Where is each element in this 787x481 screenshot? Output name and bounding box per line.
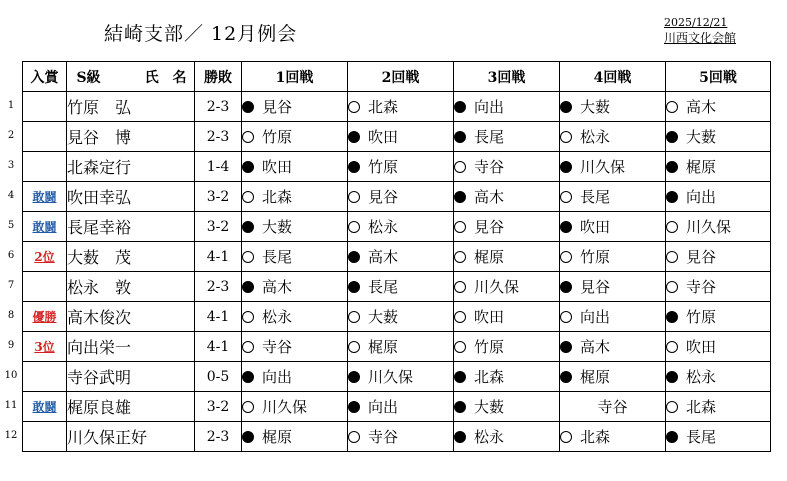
- game-result: [454, 182, 560, 212]
- open-circle-icon: [242, 341, 254, 353]
- player-name: 竹原 弘: [67, 92, 195, 122]
- round-header: 1回戦: [242, 62, 348, 92]
- filled-circle-icon: [666, 191, 678, 203]
- filled-circle-icon: [348, 371, 360, 383]
- opponent-name: 竹原: [368, 158, 399, 176]
- player-name: 松永 敦: [67, 272, 195, 302]
- filled-circle-icon: [560, 161, 572, 173]
- opponent-name: 北森: [474, 368, 505, 386]
- award-badge: 2位: [34, 250, 55, 264]
- game-result: [560, 212, 666, 242]
- page-title: 結崎支部／ 12月例会: [104, 23, 298, 45]
- win-loss-record: 2-3: [195, 92, 242, 122]
- filled-circle-icon: [560, 101, 572, 113]
- open-circle-icon: [348, 341, 360, 353]
- opponent-name: 吹田: [262, 158, 293, 176]
- game-result: [348, 122, 454, 152]
- game-result: [666, 332, 771, 362]
- game-result: [560, 422, 666, 452]
- open-circle-icon: [242, 401, 254, 413]
- game-result: [348, 332, 454, 362]
- opponent-name: 見谷: [474, 218, 505, 236]
- opponent-name: 北森: [580, 428, 611, 446]
- game-result: [454, 212, 560, 242]
- opponent-name: 梶原: [262, 428, 293, 446]
- opponent-name: 北森: [368, 98, 399, 116]
- filled-circle-icon: [348, 131, 360, 143]
- opponent-name: 高木: [262, 278, 293, 296]
- game-result: [348, 272, 454, 302]
- win-loss-record: 4-1: [195, 302, 242, 332]
- game-result: [666, 422, 771, 452]
- filled-circle-icon: [454, 191, 466, 203]
- game-result: [666, 182, 771, 212]
- award-cell: [23, 362, 67, 392]
- game-result: [454, 272, 560, 302]
- game-result: [348, 152, 454, 182]
- table-row: [23, 332, 771, 362]
- player-name: 見谷 博: [67, 122, 195, 152]
- player-name: 北森定行: [67, 152, 195, 182]
- game-result: [454, 92, 560, 122]
- open-circle-icon: [454, 311, 466, 323]
- open-circle-icon: [242, 191, 254, 203]
- game-result: [560, 362, 666, 392]
- open-circle-icon: [454, 281, 466, 293]
- open-circle-icon: [348, 101, 360, 113]
- opponent-name: 川久保: [686, 218, 732, 236]
- open-circle-icon: [242, 251, 254, 263]
- opponent-name: 大薮: [686, 128, 717, 146]
- game-result: [666, 362, 771, 392]
- filled-circle-icon: [348, 251, 360, 263]
- open-circle-icon: [348, 221, 360, 233]
- opponent-name: 松永: [262, 308, 293, 326]
- round-header: 2回戦: [348, 62, 454, 92]
- table-row: [23, 212, 771, 242]
- game-result: [242, 152, 348, 182]
- award-badge: 敢闘: [32, 400, 57, 414]
- game-result: [348, 242, 454, 272]
- filled-circle-icon: [348, 401, 360, 413]
- open-circle-icon: [666, 281, 678, 293]
- table-row: [23, 362, 771, 392]
- award-cell: [23, 272, 67, 302]
- game-result: [348, 182, 454, 212]
- filled-circle-icon: [454, 131, 466, 143]
- game-result: [454, 422, 560, 452]
- opponent-name: 高木: [474, 188, 505, 206]
- filled-circle-icon: [560, 221, 572, 233]
- table-row: [23, 392, 771, 422]
- opponent-name: 向出: [474, 98, 505, 116]
- win-loss-record: 3-2: [195, 212, 242, 242]
- game-result: [348, 362, 454, 392]
- header-row: [23, 62, 771, 92]
- open-circle-icon: [560, 431, 572, 443]
- opponent-name: 吹田: [474, 308, 505, 326]
- award-cell: [23, 122, 67, 152]
- game-result: [242, 242, 348, 272]
- game-result: [242, 272, 348, 302]
- open-circle-icon: [242, 311, 254, 323]
- open-circle-icon: [454, 341, 466, 353]
- row-number: 3: [7, 160, 15, 171]
- filled-circle-icon: [348, 161, 360, 173]
- game-result: [560, 272, 666, 302]
- opponent-name: 向出: [262, 368, 293, 386]
- opponent-name: 竹原: [262, 128, 293, 146]
- opponent-name: 見谷: [580, 278, 611, 296]
- row-number: 10: [4, 370, 18, 381]
- award-cell: [23, 422, 67, 452]
- game-result: [454, 302, 560, 332]
- award-cell: [23, 242, 67, 272]
- opponent-name: 長尾: [580, 188, 611, 206]
- player-name: 長尾幸裕: [67, 212, 195, 242]
- row-number: 4: [7, 190, 15, 201]
- table-row: [23, 272, 771, 302]
- opponent-name: 長尾: [262, 248, 293, 266]
- table-row: [23, 122, 771, 152]
- win-loss-record: 3-2: [195, 392, 242, 422]
- row-number: 7: [7, 280, 15, 291]
- game-result: [242, 362, 348, 392]
- opponent-name: 長尾: [368, 278, 399, 296]
- opponent-name: 長尾: [474, 128, 505, 146]
- game-result: [666, 92, 771, 122]
- game-result: [242, 92, 348, 122]
- filled-circle-icon: [242, 371, 254, 383]
- opponent-name: 竹原: [686, 308, 717, 326]
- game-result: [348, 422, 454, 452]
- filled-circle-icon: [454, 431, 466, 443]
- game-result: [560, 302, 666, 332]
- round-header: 3回戦: [454, 62, 560, 92]
- game-result: [242, 212, 348, 242]
- opponent-name: 梶原: [580, 368, 611, 386]
- win-loss-record: 0-5: [195, 362, 242, 392]
- opponent-name: 吹田: [686, 338, 717, 356]
- win-loss-record: 2-3: [195, 272, 242, 302]
- open-circle-icon: [560, 131, 572, 143]
- award-badge: 優勝: [32, 310, 57, 324]
- game-result: [348, 92, 454, 122]
- open-circle-icon: [666, 401, 678, 413]
- game-result: [666, 392, 771, 422]
- opponent-name: 向出: [368, 398, 399, 416]
- opponent-name: 北森: [686, 398, 717, 416]
- open-circle-icon: [454, 221, 466, 233]
- game-result: [242, 122, 348, 152]
- filled-circle-icon: [666, 311, 678, 323]
- opponent-name: 大薮: [368, 308, 399, 326]
- award-badge: 敢闘: [32, 190, 57, 204]
- game-result: [242, 302, 348, 332]
- award-cell: [23, 302, 67, 332]
- opponent-name: 松永: [368, 218, 399, 236]
- round-header: 4回戦: [560, 62, 666, 92]
- game-result: [666, 302, 771, 332]
- row-number: 2: [7, 130, 15, 141]
- filled-circle-icon: [666, 161, 678, 173]
- player-name: 大薮 茂: [67, 242, 195, 272]
- filled-circle-icon: [454, 401, 466, 413]
- table-row: [23, 152, 771, 182]
- opponent-name: 寺谷: [262, 338, 293, 356]
- open-circle-icon: [666, 221, 678, 233]
- win-loss-record: 4-1: [195, 242, 242, 272]
- opponent-name: 吹田: [580, 218, 611, 236]
- opponent-name: 高木: [368, 248, 399, 266]
- game-result: [454, 332, 560, 362]
- name-label: 氏 名: [144, 69, 187, 86]
- open-circle-icon: [348, 431, 360, 443]
- win-loss-record: 2-3: [195, 122, 242, 152]
- table-row: [23, 302, 771, 332]
- filled-circle-icon: [242, 101, 254, 113]
- open-circle-icon: [348, 311, 360, 323]
- open-circle-icon: [560, 311, 572, 323]
- open-circle-icon: [454, 251, 466, 263]
- opponent-name: 高木: [686, 98, 717, 116]
- filled-circle-icon: [348, 281, 360, 293]
- win-loss-record: 2-3: [195, 422, 242, 452]
- filled-circle-icon: [666, 131, 678, 143]
- row-number-column: [0, 91, 22, 451]
- opponent-name: 松永: [686, 368, 717, 386]
- filled-circle-icon: [242, 221, 254, 233]
- game-result: [242, 392, 348, 422]
- opponent-name: 向出: [686, 188, 717, 206]
- open-circle-icon: [560, 191, 572, 203]
- record-header: 勝敗: [195, 62, 242, 92]
- opponent-name: 川久保: [368, 368, 414, 386]
- opponent-name: 梶原: [686, 158, 717, 176]
- opponent-name: 長尾: [686, 428, 717, 446]
- game-result: [242, 182, 348, 212]
- win-loss-record: 3-2: [195, 182, 242, 212]
- filled-circle-icon: [666, 371, 678, 383]
- player-name: 梶原良雄: [67, 392, 195, 422]
- opponent-name: 川久保: [580, 158, 626, 176]
- open-circle-icon: [560, 251, 572, 263]
- opponent-name: 竹原: [474, 338, 505, 356]
- open-circle-icon: [666, 251, 678, 263]
- opponent-name: 大薮: [262, 218, 293, 236]
- award-badge: 敢闘: [32, 220, 57, 234]
- opponent-name: 寺谷: [474, 158, 505, 176]
- opponent-name: 松永: [580, 128, 611, 146]
- row-number: 12: [4, 430, 18, 441]
- open-circle-icon: [666, 341, 678, 353]
- game-result: [348, 212, 454, 242]
- game-result: [560, 242, 666, 272]
- event-venue: 川西文化会館: [664, 31, 737, 45]
- game-result: [348, 392, 454, 422]
- opponent-name: 大薮: [474, 398, 505, 416]
- player-name: 川久保正好: [67, 422, 195, 452]
- filled-circle-icon: [560, 281, 572, 293]
- round-header: 5回戦: [666, 62, 771, 92]
- player-name: 寺谷武明: [67, 362, 195, 392]
- player-name: 向出栄一: [67, 332, 195, 362]
- game-result: [454, 152, 560, 182]
- game-result: [454, 122, 560, 152]
- results-table: [22, 61, 771, 452]
- open-circle-icon: [666, 101, 678, 113]
- game-result: [666, 212, 771, 242]
- filled-circle-icon: [560, 371, 572, 383]
- game-result: [666, 242, 771, 272]
- row-number: 6: [7, 250, 15, 261]
- row-number: 5: [7, 220, 15, 231]
- game-result: [560, 182, 666, 212]
- opponent-name: 高木: [580, 338, 611, 356]
- filled-circle-icon: [560, 341, 572, 353]
- table-row: [23, 182, 771, 212]
- game-result: [454, 392, 560, 422]
- game-result: [560, 332, 666, 362]
- opponent-name: 梶原: [474, 248, 505, 266]
- open-circle-icon: [348, 191, 360, 203]
- win-loss-record: 1-4: [195, 152, 242, 182]
- award-cell: [23, 392, 67, 422]
- award-badge: 3位: [34, 340, 55, 354]
- opponent-name: 梶原: [368, 338, 399, 356]
- opponent-name: 吹田: [368, 128, 399, 146]
- row-number: 11: [4, 400, 18, 411]
- name-header: [67, 62, 195, 92]
- game-result: [560, 92, 666, 122]
- player-name: 吹田幸弘: [67, 182, 195, 212]
- row-number: 8: [7, 310, 15, 321]
- filled-circle-icon: [454, 101, 466, 113]
- filled-circle-icon: [242, 281, 254, 293]
- award-cell: [23, 332, 67, 362]
- opponent-name: 見谷: [262, 98, 293, 116]
- opponent-name: 向出: [580, 308, 611, 326]
- open-circle-icon: [454, 161, 466, 173]
- opponent-name: 松永: [474, 428, 505, 446]
- game-result: [560, 392, 666, 422]
- table-row: [23, 422, 771, 452]
- opponent-name: 川久保: [262, 398, 308, 416]
- game-result: [666, 152, 771, 182]
- game-result: [348, 302, 454, 332]
- game-result: [666, 122, 771, 152]
- player-name: 高木俊次: [67, 302, 195, 332]
- opponent-name: 寺谷: [597, 398, 628, 416]
- win-loss-record: 4-1: [195, 332, 242, 362]
- opponent-name: 川久保: [474, 278, 520, 296]
- filled-circle-icon: [242, 431, 254, 443]
- filled-circle-icon: [242, 161, 254, 173]
- opponent-name: 見谷: [686, 248, 717, 266]
- award-cell: [23, 152, 67, 182]
- filled-circle-icon: [454, 371, 466, 383]
- class-label: S級: [76, 69, 101, 86]
- row-number: 9: [7, 340, 15, 351]
- award-header: 入賞: [23, 62, 67, 92]
- filled-circle-icon: [666, 431, 678, 443]
- opponent-name: 竹原: [580, 248, 611, 266]
- game-result: [560, 122, 666, 152]
- award-cell: [23, 92, 67, 122]
- opponent-name: 大薮: [580, 98, 611, 116]
- award-cell: [23, 182, 67, 212]
- game-result: [454, 362, 560, 392]
- opponent-name: 見谷: [368, 188, 399, 206]
- table-row: [23, 92, 771, 122]
- game-result: [560, 152, 666, 182]
- opponent-name: 北森: [262, 188, 293, 206]
- opponent-name: 寺谷: [686, 278, 717, 296]
- game-result: [454, 242, 560, 272]
- game-result: [242, 422, 348, 452]
- table-row: [23, 242, 771, 272]
- game-result: [666, 272, 771, 302]
- row-number: 1: [7, 100, 15, 111]
- award-cell: [23, 212, 67, 242]
- open-circle-icon: [242, 131, 254, 143]
- game-result: [242, 332, 348, 362]
- opponent-name: 寺谷: [368, 428, 399, 446]
- event-date: 2025/12/21: [664, 16, 728, 29]
